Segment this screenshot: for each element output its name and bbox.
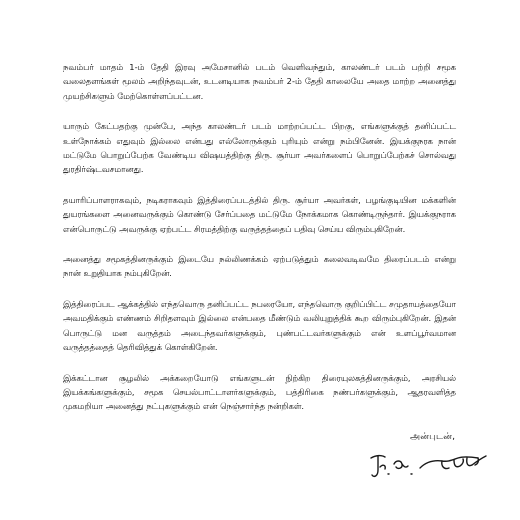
paragraph-5: இத்திரைப்பட ஆக்கத்தில் எந்தவொரு தனிப்பட்ட நபரையோ, எந்தவொரு குறிப்பிட்ட சமுதாயத்தையோ அவமதிக்கும் எண்ணம் சிறிதளவும் இல்லை என்பதை மீண்டும் வலியுறுத்திக் கூற விரும்புகிறேன். இதன் பொருட்டு மன வருத்தம் அடைந்தவர்களுக்கும், புண்பட்டவர்களுக்கும் என் உளப்பூர்வமான வருத்தத்தைத் தெரிவித்துக் கொள்கிறேன். [63,298,456,353]
paragraph-1: நவம்பர் மாதம் 1-ம் தேதி இரவு அமேசானில் படம் வெளிவந்தும், காலண்டர் படம் பற்றி சமூக வலைதளங்கள் மூலம் அறிந்தவுடன், உடனடியாக நவம்பர் 2-ம் தேதி காலையே அதை மாற்ற அனைத்து முயற்சிகளும் மேற்கொள்ளப்பட்டன. [63,62,456,101]
paragraph-2: யாரும் கேட்பதற்கு முன்பே, அந்த காலண்டர் படம் மாற்றப்பட்ட பிறகு, எங்களுக்குத் தனிப்பட்ட உள்நோக்கம் எதுவும் இல்லை என்பது எல்லோருக்கும் புரியும் என்று நம்பினேன். இயக்குநரக நான் மட்டுமே பொறுப்பேற்க வேண்டிய விஷயத்திற்கு திரு. சூர்யா அவர்களைப் பொறுப்பேற்கச் சொல்வது துரதிர்ஷ்டவசமானது. [63,121,456,175]
paragraph-6: இக்கட்டான சூழலில் அக்கறையோடு எங்களுடன் நிற்கிற திரையுலகத்தினருக்கும், அரசியல் இயக்கங்களுக்கும், சமூக செயல்பாட்டாளர்களுக்கும், பத்திரிகை நண்பர்களுக்கும், ஆதரவளித்த முகமறியா அனைத்து நட்புகளுக்கும் என் நெஞ்சார்ந்த நன்றிகள். [63,372,456,412]
handwritten-signature [368,452,490,482]
paragraph-3: தயாரிப்பாளராகவும், நடிகராகவும் இத்திரைப்படத்தில் திரு. சூர்யா அவர்கள், பழங்குடியின மக்களின் துயரங்களை அனைவருக்கும் கொண்டு சேர்ப்பதை மட்டுமே நோக்கமாக கொண்டிருந்தார். இயக்குநராக என்பொருட்டு அவருக்கு ஏற்பட்ட சிரமத்திற்கு வருத்தத்தைப் பதிவு செய்ய விரும்புகிறேன். [63,194,456,234]
closing-salutation: அன்புடன், [410,431,456,442]
letter-body [63,60,456,414]
paragraph-4: அனைத்து சமூகத்தினருக்கும் இடையே நல்லிணக்கம் ஏற்படுத்தும் கலைவடிவமே திரைப்படம் என்று நான் உறுதியாக நம்புகிறேன். [63,254,456,279]
